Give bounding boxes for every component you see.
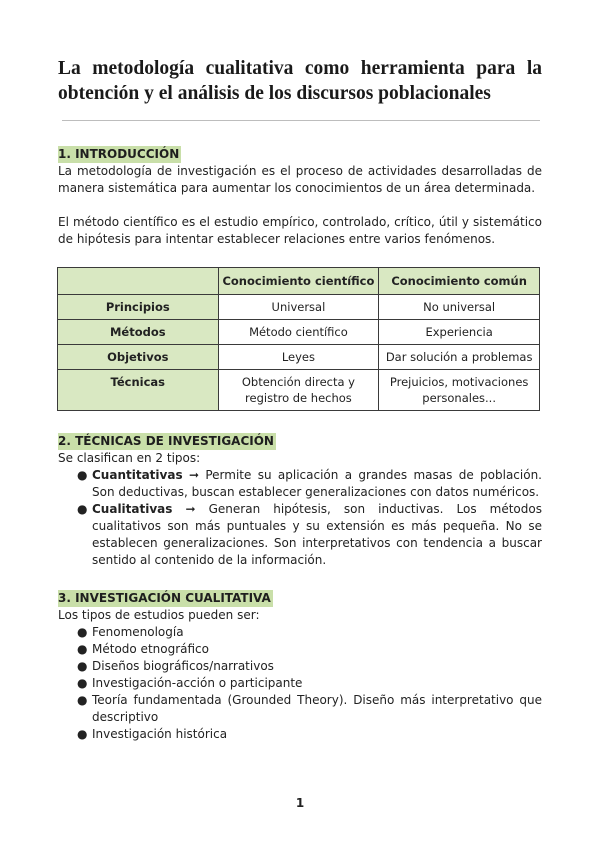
list-item (58, 675, 542, 692)
list-item-text: Fenomenología (92, 625, 184, 639)
table-header-corner (58, 268, 219, 295)
table-row (58, 345, 540, 370)
comparison-table (57, 267, 540, 411)
list-item-text: Método etnográfico (92, 642, 209, 656)
table-header-cientifico: Conocimiento científico (218, 268, 379, 295)
list-item (58, 692, 542, 726)
list-item-text: Teoría fundamentada (Grounded Theory). Diseño más interpretativo que descriptivo (92, 693, 542, 724)
table-cell: Método científico (218, 320, 379, 345)
table-cell: Leyes (218, 345, 379, 370)
intro-paragraph-2: El método científico es el estudio empírico, controlado, crítico, útil y sistemático de hipótesis para intentar establecer relaciones entre varios fenómenos. (58, 215, 542, 246)
bullet-icon: ● (77, 625, 88, 639)
table-cell: Prejuicios, motivaciones personales... (379, 370, 540, 411)
section-heading-2: 2. TÉCNICAS DE INVESTIGACIÓN (58, 434, 274, 448)
term-cualitativas: Cualitativas (92, 502, 173, 516)
bullet-icon: ● (77, 468, 88, 482)
list-item-text: Diseños biográficos/narrativos (92, 659, 274, 673)
tecnicas-intro: Se clasifican en 2 tipos: (58, 451, 201, 465)
tipos-list (58, 624, 542, 743)
list-item (58, 658, 542, 675)
section-tecnicas (58, 433, 542, 569)
bullet-icon: ● (77, 502, 88, 516)
row-label: Objetivos (58, 345, 219, 370)
section-investigacion-cualitativa (58, 590, 542, 743)
table-cell: Experiencia (379, 320, 540, 345)
title-line-1: La metodología cualitativa como herramienta para la (58, 58, 542, 79)
intro-paragraph-1: La metodología de investigación es el proceso de actividades desarrolladas de manera sistemática para aumentar los conocimientos de un área determinada. (58, 164, 542, 195)
row-label: Principios (58, 295, 219, 320)
term-cuantitativas: Cuantitativas (92, 468, 183, 482)
list-item (58, 501, 542, 569)
bullet-icon: ● (77, 727, 88, 741)
bullet-icon: ● (77, 676, 88, 690)
table-cell: No universal (379, 295, 540, 320)
tecnicas-list (58, 467, 542, 569)
row-label: Métodos (58, 320, 219, 345)
table-row (58, 295, 540, 320)
tipos-intro: Los tipos de estudios pueden ser: (58, 608, 260, 622)
arrow-icon: ➞ (188, 468, 199, 482)
list-item-text: Investigación-acción o participante (92, 676, 303, 690)
table-header-comun: Conocimiento común (379, 268, 540, 295)
table-row (58, 320, 540, 345)
row-label: Técnicas (58, 370, 219, 411)
item-text: Permite su aplicación a grandes masas de población. Son deductivas, buscan establecer generalizaciones con datos numéricos. (92, 468, 542, 499)
list-item (58, 467, 542, 501)
item-text: Generan hipótesis, son inductivas. Los métodos cualitativos son más puntuales y su extensión es más pequeña. No se establecen generalizaciones. Son interpretativos con tendencia a buscar sentido al contenido de la información. (92, 502, 542, 567)
table-cell: Universal (218, 295, 379, 320)
title-divider (62, 120, 540, 121)
list-item (58, 641, 542, 658)
arrow-icon: ➞ (185, 502, 196, 516)
document-title (58, 56, 542, 106)
bullet-icon: ● (77, 642, 88, 656)
list-item (58, 624, 542, 641)
bullet-icon: ● (77, 693, 88, 707)
list-item (58, 726, 542, 743)
table-cell: Obtención directa y registro de hechos (218, 370, 379, 411)
section-introduccion (58, 146, 542, 248)
title-line-2: obtención y el análisis de los discursos poblacionales (58, 83, 491, 104)
list-item-text: Investigación histórica (92, 727, 228, 741)
bullet-icon: ● (77, 659, 88, 673)
table-header-row (58, 268, 540, 295)
page-number: 1 (295, 796, 305, 810)
section-heading-1: 1. INTRODUCCIÓN (58, 147, 180, 161)
section-heading-3: 3. INVESTIGACIÓN CUALITATIVA (58, 591, 271, 605)
table-cell: Dar solución a problemas (379, 345, 540, 370)
table-row (58, 370, 540, 411)
